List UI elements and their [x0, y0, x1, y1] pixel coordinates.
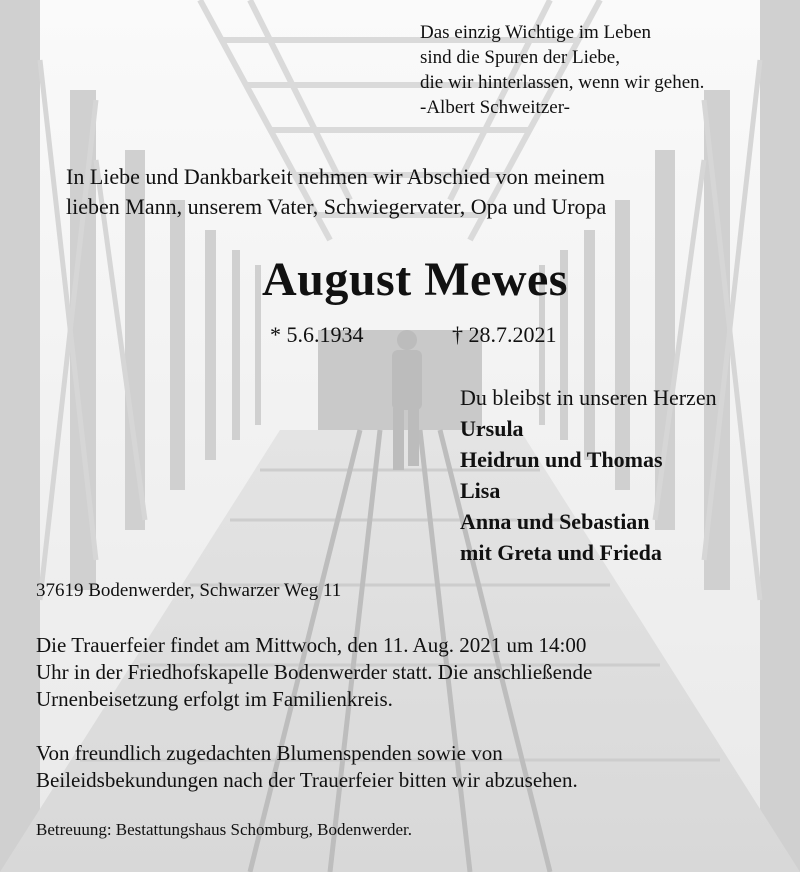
quote-author: -Albert Schweitzer- [420, 97, 570, 118]
flowers-line: Beileidsbekundungen nach der Trauerfeier bitten wir abzusehen. [36, 768, 578, 792]
death-date: † 28.7.2021 [452, 322, 557, 347]
family-member: Anna und Sebastian [460, 509, 650, 534]
quote-line: Das einzig Wichtige im Leben [420, 22, 652, 43]
flowers-request [36, 740, 776, 794]
intro-text [66, 162, 606, 222]
family-heading: Du bleibst in unseren Herzen [460, 385, 717, 410]
quote-line: die wir hinterlassen, wenn wir gehen. [420, 72, 705, 93]
flowers-line: Von freundlich zugedachten Blumenspenden sowie von [36, 741, 503, 765]
deceased-name: August Mewes [262, 253, 568, 306]
address: 37619 Bodenwerder, Schwarzer Weg 11 [36, 580, 342, 601]
ceremony-line: Uhr in der Friedhofskapelle Bodenwerder statt. Die anschließende [36, 660, 593, 684]
quote-block [420, 20, 704, 120]
birth-date: * 5.6.1934 [270, 322, 364, 347]
family-block [460, 382, 717, 568]
family-member: mit Greta und Frieda [460, 540, 662, 565]
funeral-home-credit: Betreuung: Bestattungshaus Schomburg, Bodenwerder. [36, 820, 412, 839]
intro-line: lieben Mann, unserem Vater, Schwiegervater, Opa und Uropa [66, 194, 607, 219]
quote-line: sind die Spuren der Liebe, [420, 47, 620, 68]
ceremony-line: Die Trauerfeier findet am Mittwoch, den 11. Aug. 2021 um 14:00 [36, 633, 587, 657]
family-member: Ursula [460, 416, 524, 441]
ceremony-info [36, 632, 776, 713]
intro-line: In Liebe und Dankbarkeit nehmen wir Abschied von meinem [66, 164, 605, 189]
family-member: Lisa [460, 478, 501, 503]
ceremony-line: Urnenbeisetzung erfolgt im Familienkreis. [36, 687, 393, 711]
family-member: Heidrun und Thomas [460, 447, 663, 472]
